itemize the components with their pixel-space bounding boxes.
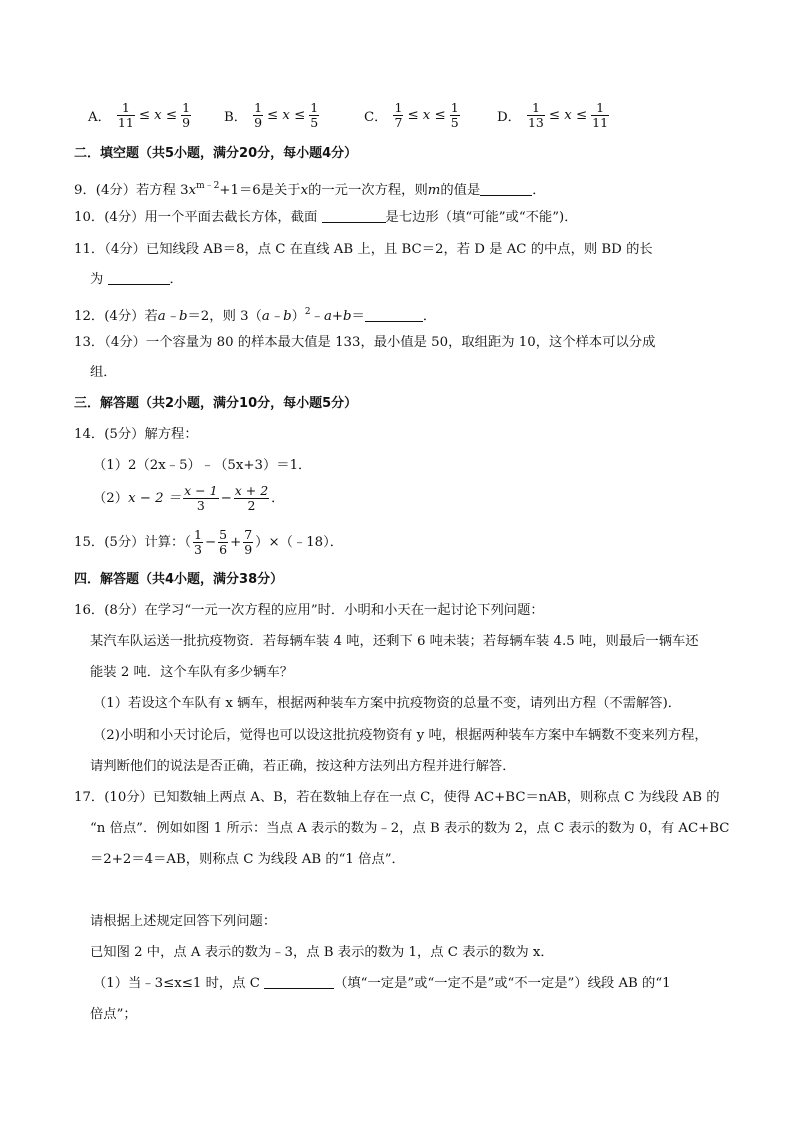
question-11-cont: 为 ．	[90, 272, 183, 287]
question-17-given: 已知图 2 中，点 A 表示的数为﹣3，点 B 表示的数为 1，点 C 表示的数为 x．	[90, 945, 554, 960]
section-heading: 二．填空题（共5小题，满分20分，每小题4分）	[74, 146, 358, 161]
fraction: $\frac{1}{9}$	[254, 100, 263, 130]
question-14-part-2: （2）x − 2 ＝ $\frac{x - 1}{3}$ − $\frac{x + 2}{2}$ ．	[93, 483, 285, 513]
question-13-cont: 组．	[90, 365, 117, 380]
section-heading: 四．解答题（共4小题，满分38分）	[74, 572, 284, 587]
question-17-part-1: （1）当﹣3≤x≤1 时，点 C （填“一定是”或“一定不是”或“不一定是”）线段 AB 的“1	[93, 976, 671, 991]
question-16-text: 某汽车队运送一批抗疫物资．若每辆车装 4 吨，还剩下 6 吨未装；若每辆车装 4.5 吨，则最后一辆车还	[90, 634, 699, 649]
question-16-part-2: （2)小明和小天讨论后，觉得也可以设这批抗疫物资有 y 吨，根据两种装车方案中车辆数不变来列方程，	[93, 728, 708, 743]
option-b	[224, 101, 321, 130]
question-16: 16．(8分）在学习“一元一次方程的应用”时．小明和小天在一起讨论下列问题：	[74, 603, 544, 618]
question-17-text: ＝2+2＝4＝AB，则称点 C 为线段 AB 的“1 倍点”．	[90, 852, 405, 867]
question-11: 11．（4分）已知线段 AB＝8，点 C 在直线 AB 上，且 BC＝2，若 D 是 AC 的中点，则 BD 的长	[74, 242, 653, 257]
question-16-part-2-cont: 请判断他们的说法是否正确，若正确，按这种方法列出方程并进行解答．	[90, 759, 516, 774]
fraction: $\frac{1}{7}$	[394, 100, 403, 130]
fraction: $\frac{x - 1}{3}$	[184, 483, 218, 513]
answer-blank[interactable]	[480, 182, 532, 196]
answer-blank[interactable]	[365, 308, 423, 322]
question-14: 14．(5分）解方程：	[74, 427, 198, 442]
section-heading: 三．解答题（共2小题，满分10分，每小题5分）	[74, 396, 358, 411]
question-10: 10．(4分）用一个平面去截长方体，截面 是七边形（填“可能”或“不能”)．	[74, 210, 578, 225]
option-c	[364, 101, 462, 130]
answer-blank[interactable]	[108, 271, 170, 285]
fraction: $\frac{x + 2}{2}$	[234, 483, 269, 513]
option-label: D．	[497, 110, 521, 125]
option-label: B．	[224, 110, 248, 125]
fraction: $\frac{1}{3}$	[194, 527, 202, 557]
question-14-part-1: （1）2（2x﹣5）﹣（5x+3）＝1．	[93, 458, 312, 473]
option-a	[88, 101, 193, 130]
fraction: $\frac{5}{6}$	[219, 527, 228, 557]
question-12: 12．(4分）若a﹣b＝2，则 3（a﹣b）$^2$﹣a+b＝ ．	[74, 307, 437, 324]
inequality: ≤ x ≤	[407, 108, 446, 123]
fraction: $\frac{1}{13}$	[527, 100, 544, 130]
fraction: $\frac{1}{11}$	[592, 100, 609, 130]
question-13: 13．（4分）一个容量为 80 的样本最大值是 133，最小值是 50，取组距为 10，这个样本可以分成	[74, 335, 656, 350]
option-label: C．	[364, 110, 388, 125]
question-16-text: 能装 2 吨．这个车队有多少辆车？	[90, 665, 294, 680]
fraction: $\frac{1}{5}$	[450, 100, 459, 130]
fraction: $\frac{1}{9}$	[182, 100, 191, 130]
inequality: ≤ x ≤	[548, 108, 588, 123]
question-15: 15．(5分）计算：（ $\frac{1}{3}$ − $\frac{5}{6}$ + $\frac{7}{9}$ ）×（﹣18）．	[74, 527, 344, 557]
question-17-part-1-cont: 倍点”；	[90, 1007, 137, 1022]
question-16-part-1: （1）若设这个车队有 x 辆车，根据两种装车方案中抗疫物资的总量不变，请列出方程（不需解答)．	[93, 696, 682, 711]
question-17-text: “n 倍点”．例如如图 1 所示：当点 A 表示的数为﹣2，点 B 表示的数为 2，点 C 表示的数为 0，有 AC+BC	[90, 821, 730, 836]
fraction: $\frac{1}{5}$	[310, 100, 319, 130]
question-17: 17．(10分）已知数轴上两点 A、B，若在数轴上存在一点 C，使得 AC+BC＝nAB，则称点 C 为线段 AB 的	[74, 790, 720, 805]
fraction: $\frac{7}{9}$	[244, 527, 253, 557]
question-17-prompt: 请根据上述规定回答下列问题：	[90, 914, 277, 929]
inequality: ≤ x ≤	[138, 108, 178, 123]
option-d	[497, 101, 611, 130]
option-label: A．	[88, 110, 111, 125]
answer-blank[interactable]	[264, 975, 334, 989]
inequality: ≤ x ≤	[267, 108, 306, 123]
answer-blank[interactable]	[322, 209, 386, 223]
fraction: $\frac{1}{11}$	[117, 100, 134, 130]
question-9: 9．(4分）若方程 $3x^{m﹣2}+1=6$是关于x的一元一次方程，则m的值是 ．	[74, 181, 546, 198]
